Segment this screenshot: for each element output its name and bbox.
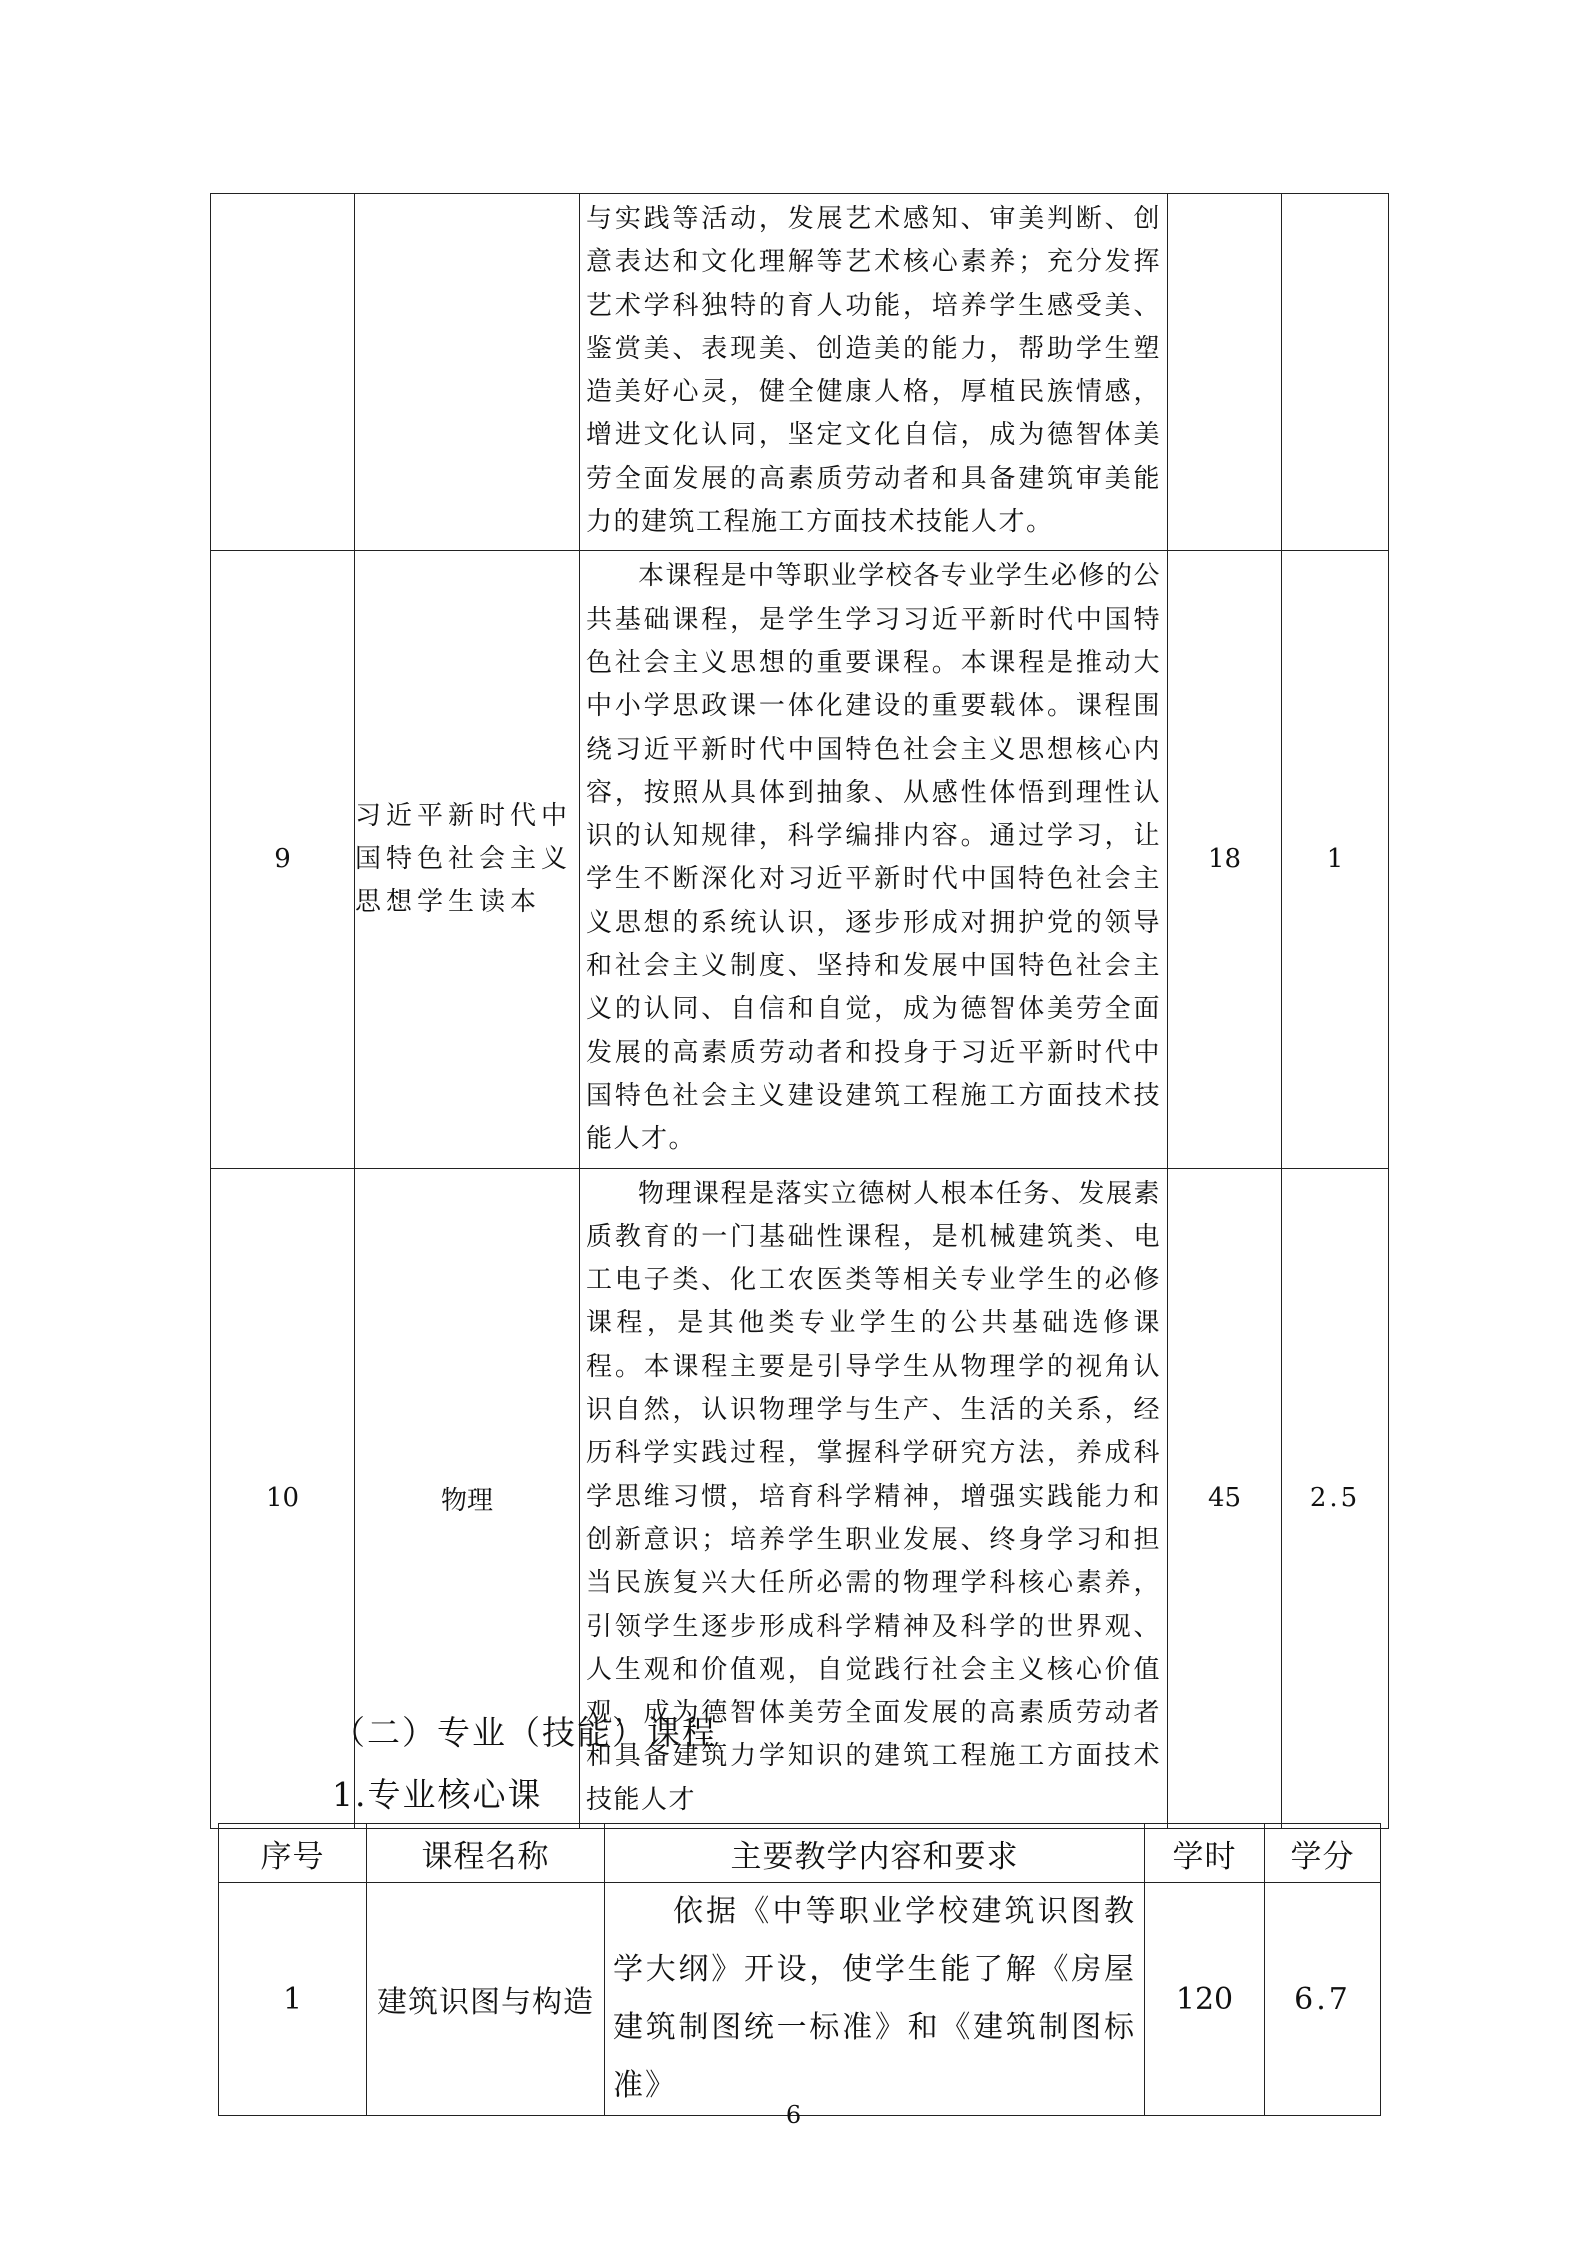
- course-name-cell: 物理: [355, 1168, 580, 1828]
- course-description: 与实践等活动，发展艺术感知、审美判断、创意表达和文化理解等艺术核心素养；充分发挥艺术学科独特的育人功能，培养学生感受美、鉴赏美、表现美、创造美的能力，帮助学生塑造美好心灵，健全健康人格，厚植民族情感，增进文化认同，坚定文化自信，成为德智体美劳全面发展的高素质劳动者和具备建筑审美能力的建筑工程施工方面技术技能人才。: [586, 204, 1161, 538]
- course-description: 依据《中等职业学校建筑识图教学大纲》开设，使学生能了解《房屋建筑制图统一标准》和《建筑制图标准》: [613, 1894, 1136, 2103]
- section-heading: （二）专业（技能）课程: [332, 1713, 717, 1752]
- course-hours-cell: 120: [1145, 1883, 1265, 2116]
- course-name-cell: 建筑识图与构造: [367, 1883, 605, 2116]
- header-number: 序号: [219, 1824, 367, 1883]
- course-description-cell: [605, 1883, 1145, 2116]
- subsection-heading: 1.专业核心课: [332, 1775, 543, 1814]
- course-credit-cell: [1282, 194, 1389, 551]
- page-number: 6: [785, 2101, 802, 2129]
- course-credit-cell: 6.7: [1265, 1883, 1381, 2116]
- professional-core-courses-table: [218, 1823, 1381, 2116]
- table-row: [219, 1883, 1381, 2116]
- course-number-cell: 10: [211, 1168, 355, 1828]
- course-description-cell: [580, 551, 1168, 1168]
- course-number-cell: [211, 194, 355, 551]
- course-hours-cell: 45: [1168, 1168, 1282, 1828]
- course-hours-cell: 18: [1168, 551, 1282, 1168]
- course-name-cell: 习近平新时代中国特色社会主义思想学生读本: [355, 551, 580, 1168]
- course-number-cell: 9: [211, 551, 355, 1168]
- header-content: 主要教学内容和要求: [605, 1824, 1145, 1883]
- course-name-cell: [355, 194, 580, 551]
- course-description-cell: [580, 194, 1168, 551]
- course-credit-cell: 1: [1282, 551, 1389, 1168]
- header-credit: 学分: [1265, 1824, 1381, 1883]
- general-courses-table-continued: [210, 193, 1389, 1829]
- table-row: [211, 194, 1389, 551]
- table-row: [211, 551, 1389, 1168]
- course-hours-cell: [1168, 194, 1282, 551]
- course-description: 物理课程是落实立德树人根本任务、发展素质教育的一门基础性课程，是机械建筑类、电工电子类、化工农医类等相关专业学生的必修课程，是其他类专业学生的公共基础选修课程。本课程主要是引导学生从物理学的视角认识自然，认识物理学与生产、生活的关系，经历科学实践过程，掌握科学研究方法，养成科学思维习惯，培育科学精神，增强实践能力和创新意识；培养学生职业发展、终身学习和担当民族复兴大任所必需的物理学科核心素养，引领学生逐步形成科学精神及科学的世界观、人生观和价值观，自觉践行社会主义核心价值观，成为德智体美劳全面发展的高素质劳动者和具备建筑力学知识的建筑工程施工方面技术技能人才: [586, 1178, 1161, 1815]
- header-hours: 学时: [1145, 1824, 1265, 1883]
- course-description: 本课程是中等职业学校各专业学生必修的公共基础课程，是学生学习习近平新时代中国特色社会主义思想的重要课程。本课程是推动大中小学思政课一体化建设的重要载体。课程围绕习近平新时代中国特色社会主义思想核心内容，按照从具体到抽象、从感性体悟到理性认识的认知规律，科学编排内容。通过学习，让学生不断深化对习近平新时代中国特色社会主义思想的系统认识，逐步形成对拥护党的领导和社会主义制度、坚持和发展中国特色社会主义的认同、自信和自觉，成为德智体美劳全面发展的高素质劳动者和投身于习近平新时代中国特色社会主义建设建筑工程施工方面技术技能人才。: [586, 561, 1161, 1155]
- table-header-row: [219, 1824, 1381, 1883]
- course-credit-cell: 2.5: [1282, 1168, 1389, 1828]
- course-number-cell: 1: [219, 1883, 367, 2116]
- header-course-name: 课程名称: [367, 1824, 605, 1883]
